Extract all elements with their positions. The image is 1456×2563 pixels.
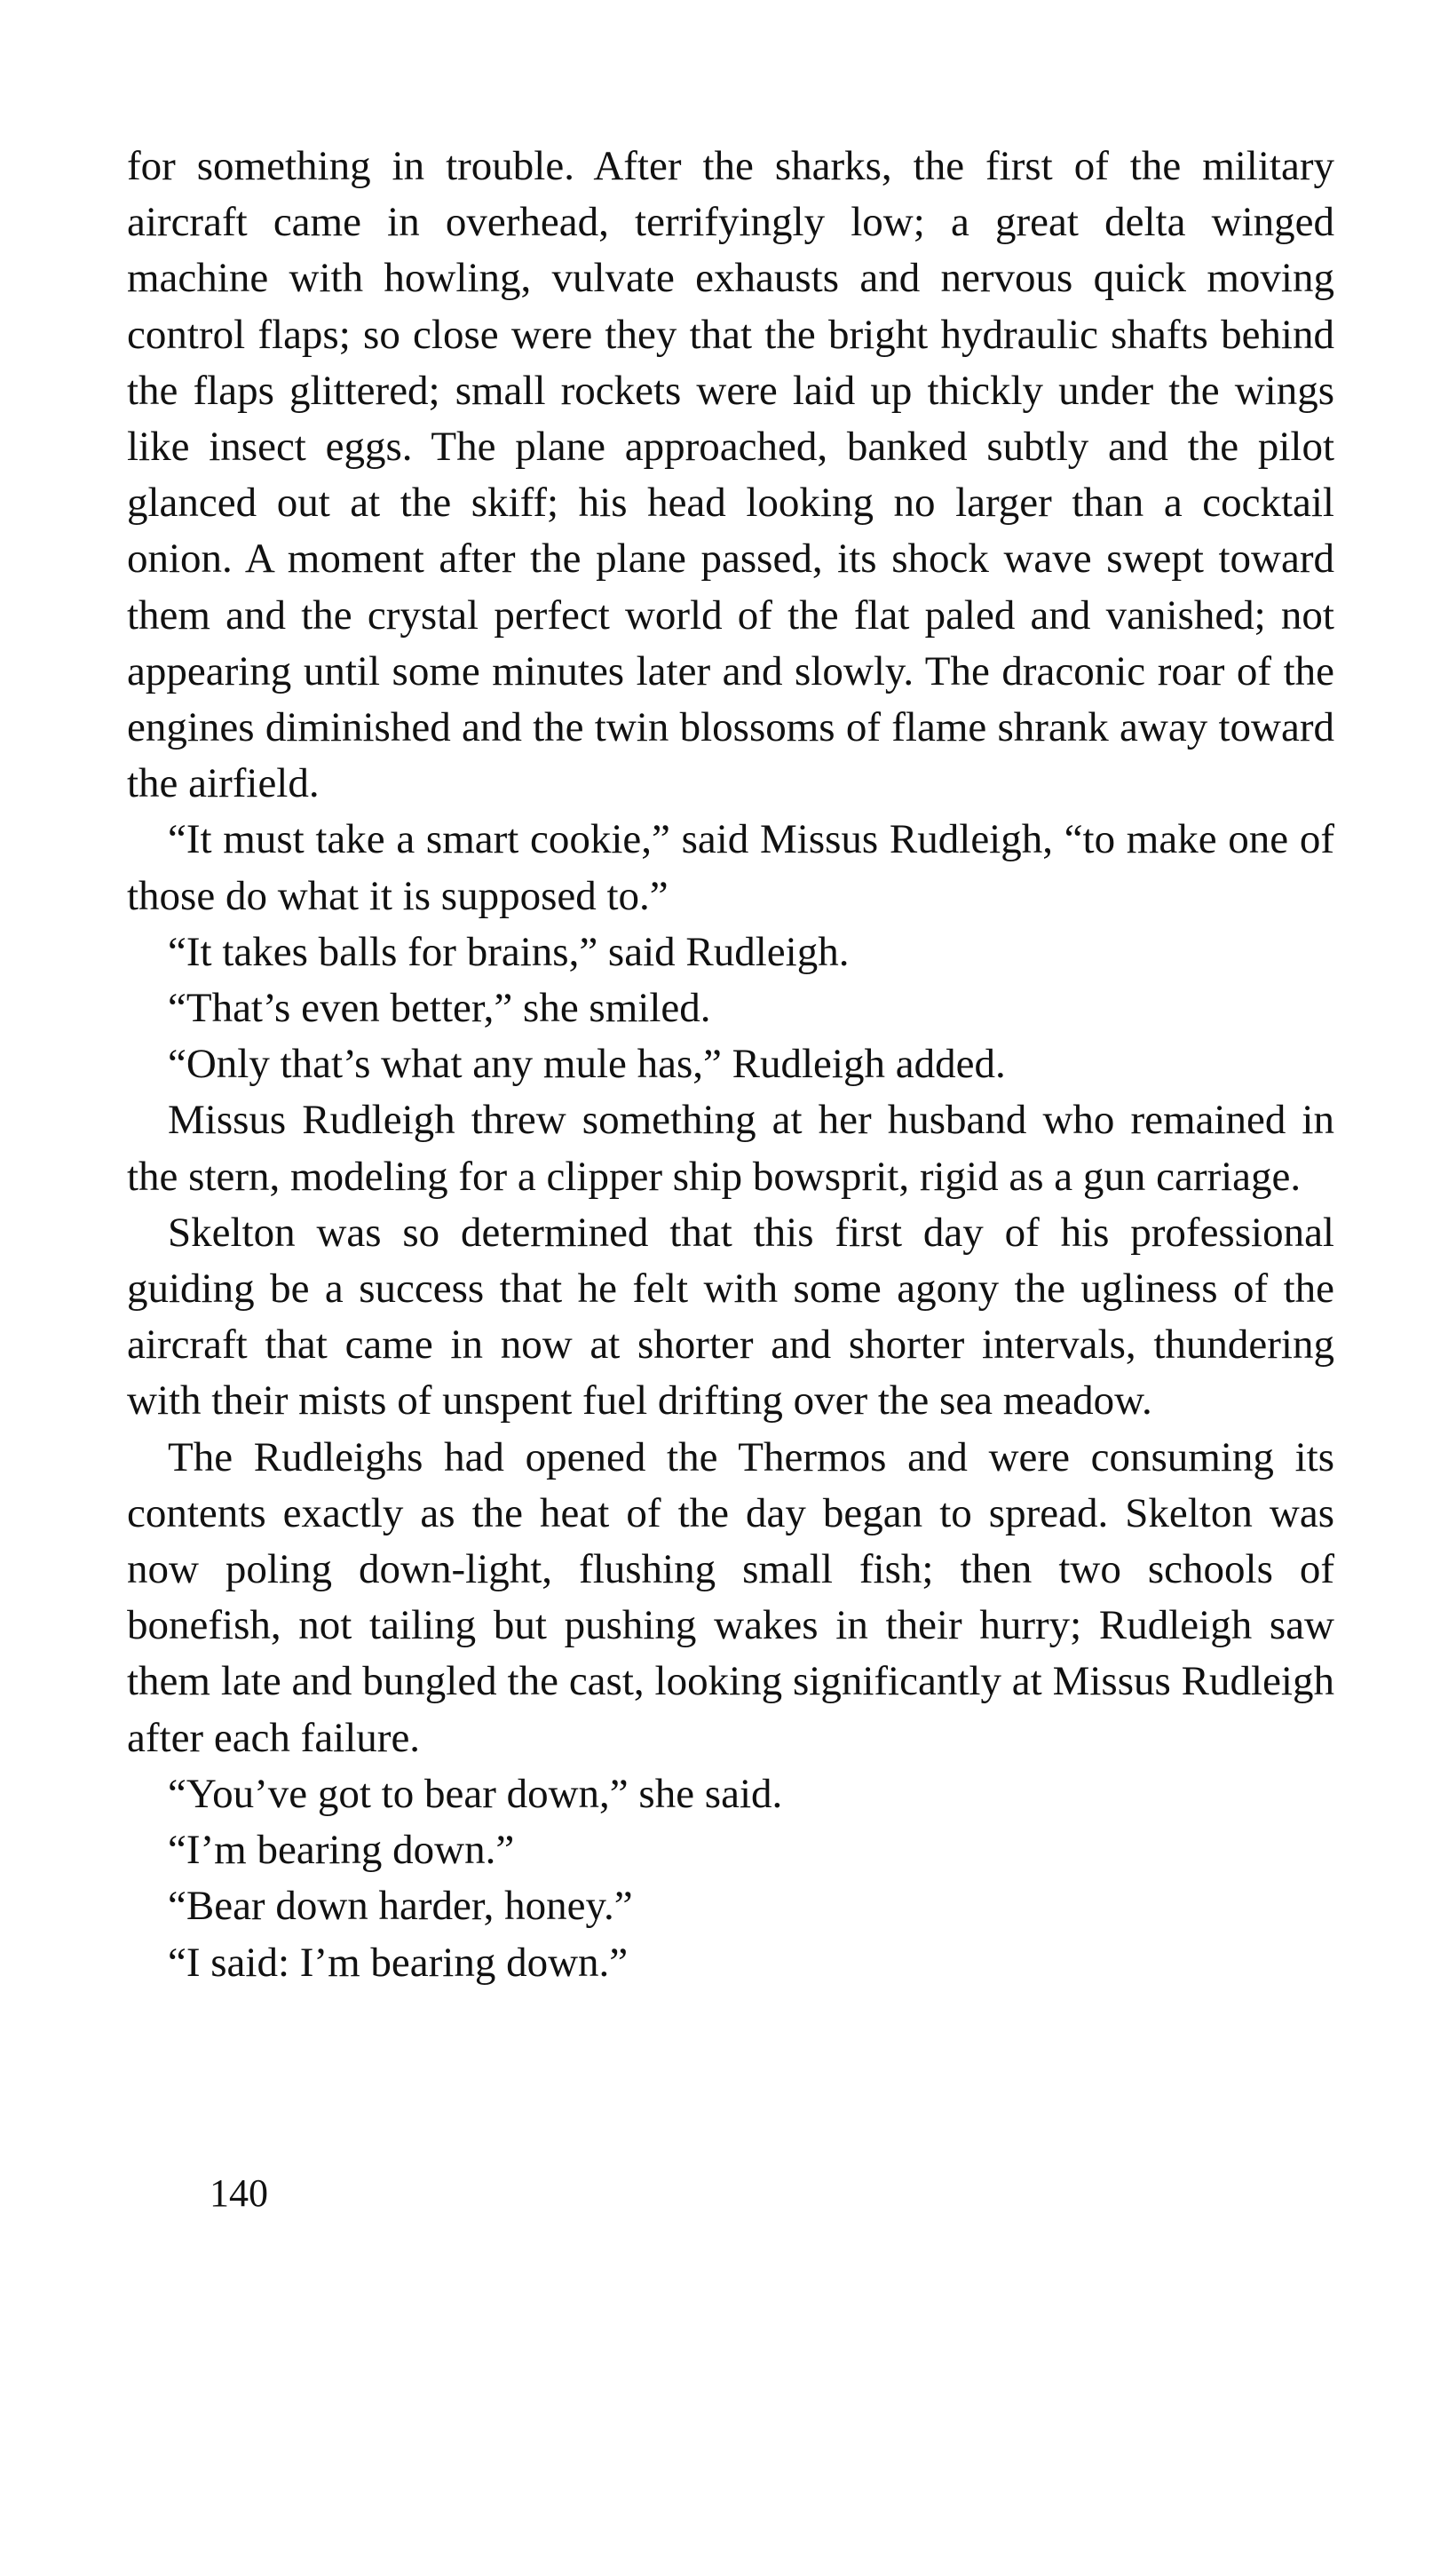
paragraph: The Rudleighs had opened the Thermos and were consuming its contents exactly as the heat of the day began to spread. Skelton was now poling down-light, flushing small fish; then two schools of bonefish, not tailing but pushing wakes in their hurry; Rudleigh saw them late and bungled the cast, looking significantly at Missus Rudleigh after each failure. [127,1433,1334,1761]
paragraph-dialogue: “I’m bearing down.” [168,1827,515,1874]
paragraph-dialogue: “It takes balls for brains,” said Rudleigh. [168,928,850,975]
paragraph: Missus Rudleigh threw something at her husband who remained in the stern, modeling for a clipper ship bowsprit, rigid as a gun carriage. [127,1097,1334,1200]
paragraph: Skelton was so determined that this first day of his professional guiding be a success that he felt with some agony the ugliness of the aircraft that came in now at shorter and shorter intervals, thundering with their mists of unspent fuel drifting over the sea meadow. [127,1209,1334,1424]
paragraph-dialogue: “That’s even better,” she smiled. [168,985,711,1032]
paragraph-dialogue: “You’ve got to bear down,” she said. [168,1770,783,1817]
paragraph-dialogue: “Bear down harder, honey.” [168,1883,633,1930]
paragraph-dialogue: “I said: I’m bearing down.” [168,1939,629,1986]
page-body [127,139,1334,1991]
page-number: 140 [210,2171,268,2215]
paragraph-continued: for something in trouble. After the sharks, the first of the military aircraft came in overhead, terrifyingly low; a great delta winged machine with howling, vulvate exhausts and nervous quick moving control flaps; so close were they that the bright hydraulic shafts behind the flaps glittered; small rockets were laid up thickly under the wings like insect eggs. The plane approached, banked subtly and the pilot glanced out at the skiff; his head looking no larger than a cocktail onion. A moment after the plane passed, its shock wave swept toward them and the crystal perfect world of the flat paled and vanished; not appearing until some minutes later and slowly. The draconic roar of the engines diminished and the twin blossoms of flame shrank away toward the airfield. [127,143,1334,807]
paragraph-dialogue: “Only that’s what any mule has,” Rudleigh added. [168,1041,1006,1088]
paragraph-dialogue: “It must take a smart cookie,” said Missus Rudleigh, “to make one of those do what it is supposed to.” [127,816,1334,919]
